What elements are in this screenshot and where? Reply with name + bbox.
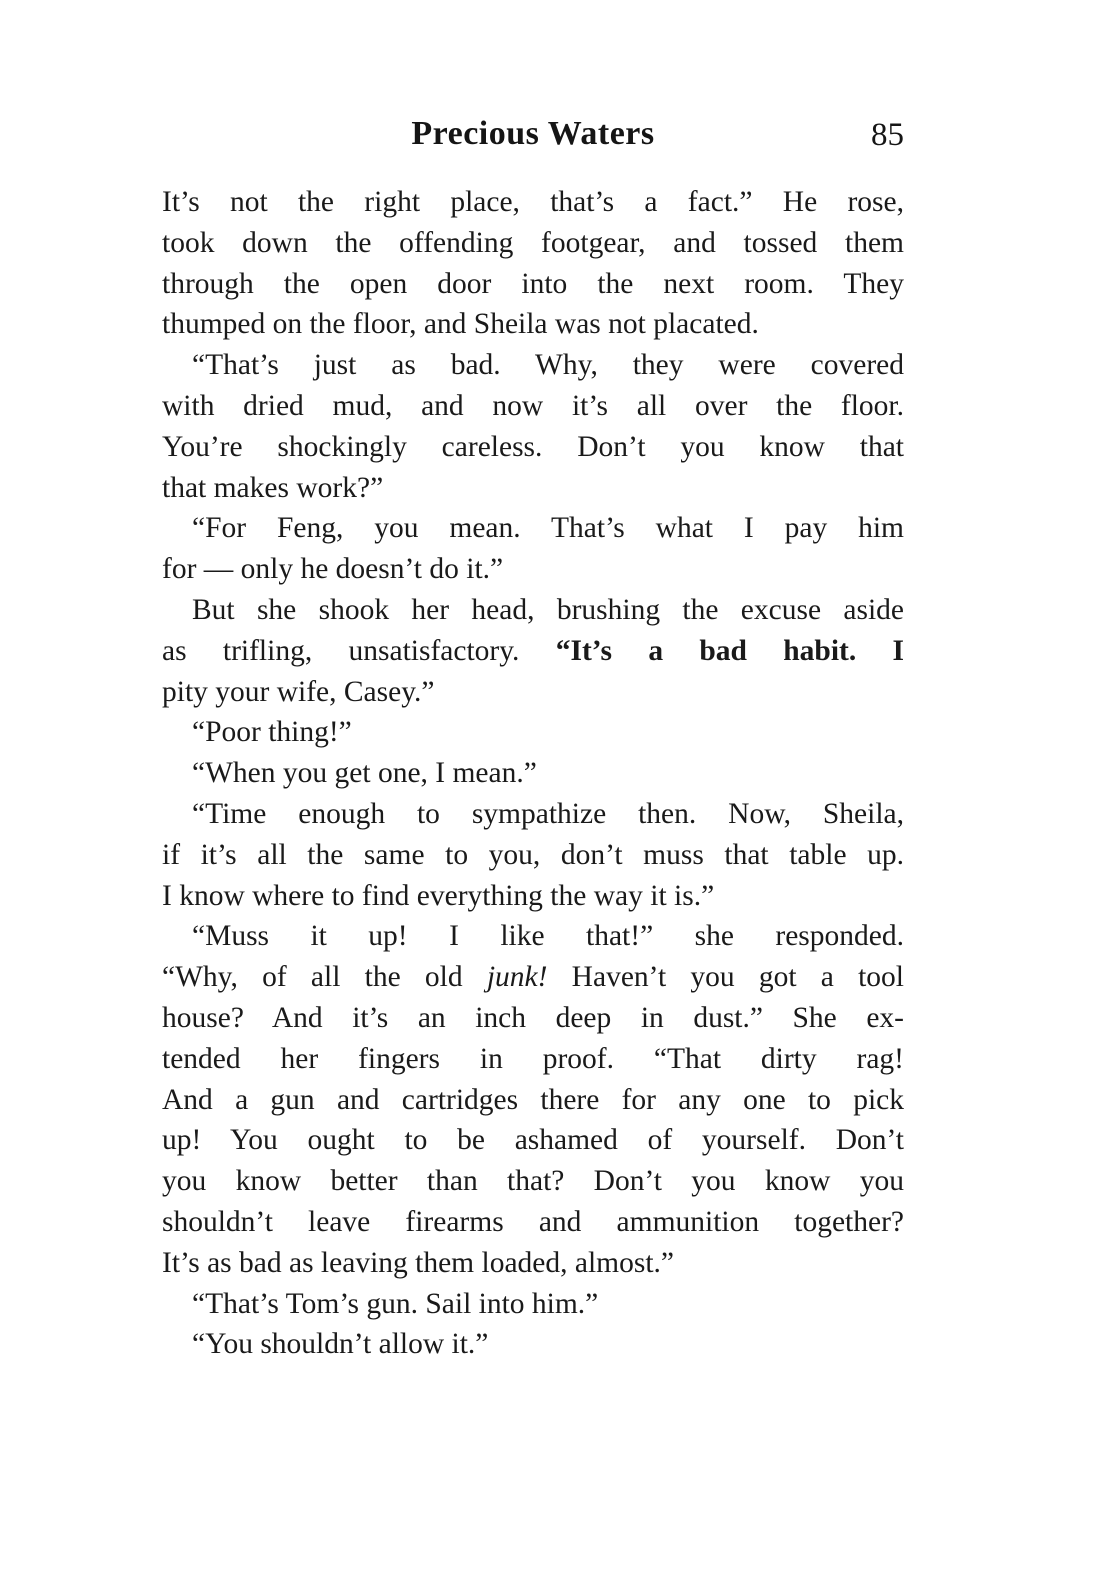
text-line: through the open door into the next room. They [162,267,904,300]
text-segment: “Why, of all the old [162,961,487,994]
text-line: It’s not the right place, that’s a fact.” He rose, [162,186,904,218]
italic-text: junk! [486,961,548,994]
text-line: shouldn’t leave firearms and ammunition together? [162,1205,904,1238]
text-line: It’s as bad as leaving them loaded, almost.” [162,1246,675,1279]
page-number: 85 [871,117,904,153]
text-line: if it’s all the same to you, don’t muss that table up. [162,838,904,871]
text-segment: as trifling, unsatisfactory. [162,634,556,667]
text-line: up! You ought to be ashamed of yourself. Don’t [162,1124,904,1157]
text-line: for — only he doesn’t do it.” [162,553,504,586]
text-line: with dried mud, and now it’s all over the floor. [162,389,904,422]
text-line: you know better than that? Don’t you know you [162,1165,904,1198]
text-line: “Time enough to sympathize then. Now, Sheila, [192,797,904,830]
text-line: house? And it’s an inch deep in dust.” She ex- [162,1001,904,1034]
running-head [162,115,904,165]
text-line: took down the offending footgear, and tossed them [162,226,904,259]
text-line: “When you get one, I mean.” [192,757,537,790]
text-line: “That’s Tom’s gun. Sail into him.” [192,1287,599,1320]
text-line: that makes work?” [162,471,384,504]
bold-text: “It’s a bad habit. I [555,634,904,667]
text-line: “You shouldn’t allow it.” [192,1328,489,1361]
text-line: “Poor thing!” [192,716,352,749]
text-line: I know where to find everything the way it is.” [162,879,715,912]
text-segment: Haven’t you got a tool [547,961,904,994]
text-line: “That’s just as bad. Why, they were covered [192,349,904,382]
text-line: “For Feng, you mean. That’s what I pay him [192,512,904,545]
text-line: tended her fingers in proof. “That dirty rag! [162,1042,904,1075]
text-line: pity your wife, Casey.” [162,675,435,708]
text-line [162,631,904,672]
text-line [162,957,904,998]
text-line: thumped on the floor, and Sheila was not placated. [162,308,759,341]
text-line: “Muss it up! I like that!” she responded. [192,920,904,953]
text-line: You’re shockingly careless. Don’t you know that [162,430,904,463]
text-line: But she shook her head, brushing the excuse aside [192,593,904,626]
running-title: Precious Waters [411,115,655,152]
body-text [162,182,904,1365]
text-line: And a gun and cartridges there for any one to pick [162,1083,904,1116]
